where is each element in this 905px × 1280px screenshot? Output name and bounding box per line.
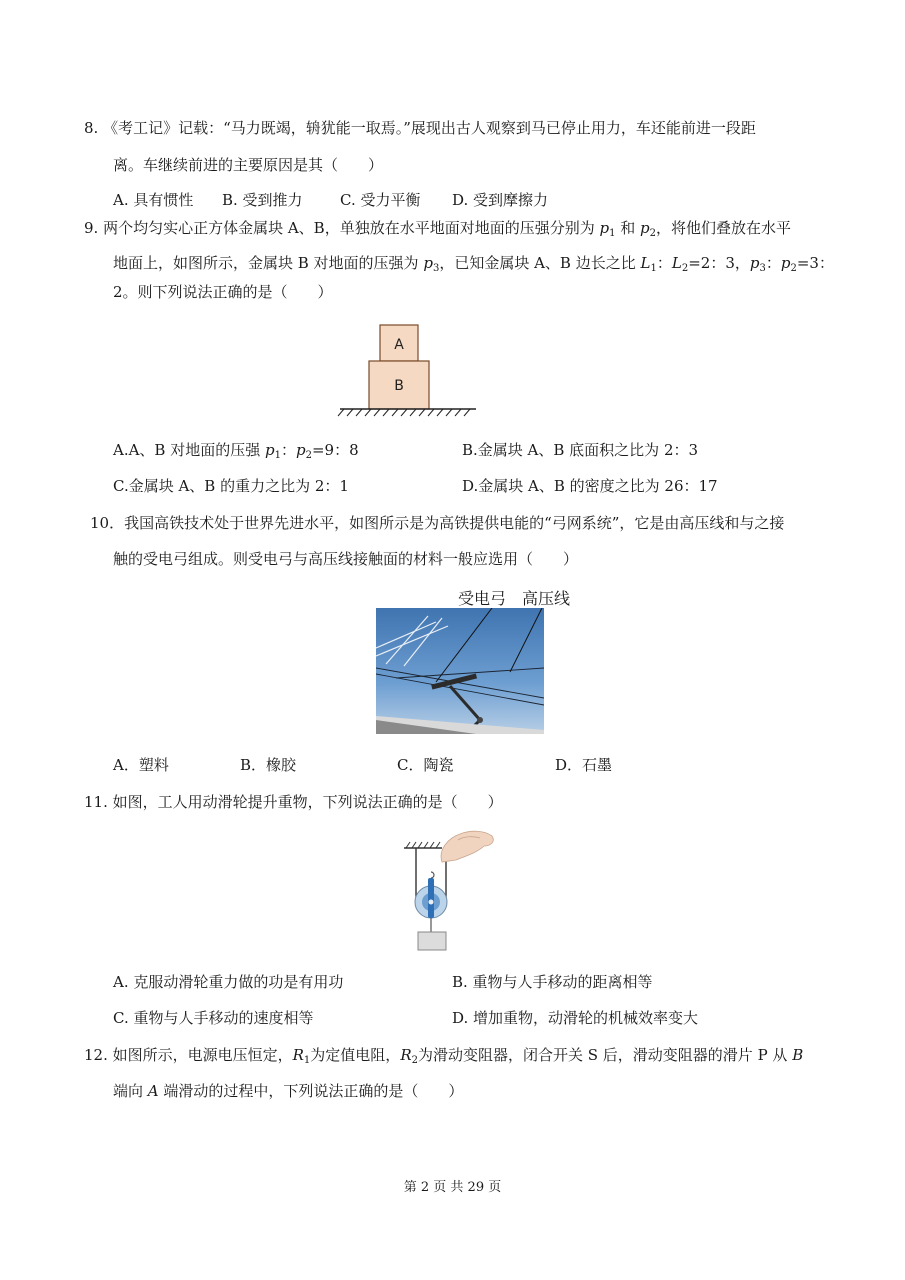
l-symbol: L: [671, 254, 682, 272]
q12-line2: [113, 1081, 463, 1101]
ceiling-hatching: [406, 842, 440, 848]
label-high-voltage-wire: 高压线: [522, 589, 571, 608]
q11-option-b: B. 重物与人手移动的距离相等: [452, 973, 653, 991]
q11-option-d: D. 增加重物，动滑轮的机械效率变大: [452, 1009, 699, 1027]
block-b-label: B: [394, 378, 404, 394]
q12-line1-text-c: 为滑动变阻器，闭合开关 S 后，滑动变阻器的滑片 P 从: [417, 1046, 793, 1064]
r-symbol: R: [292, 1046, 304, 1064]
q10-option-c: C．陶瓷: [397, 756, 454, 774]
subscript: 2: [649, 228, 656, 239]
q12-line1: [84, 1045, 803, 1065]
q12-line2-text-b: 端滑动的过程中，下列说法正确的是（ ）: [158, 1082, 464, 1100]
q9-line1-text-b: 和: [615, 219, 641, 237]
p-symbol: p: [599, 219, 610, 237]
subscript: 1: [274, 450, 281, 461]
q9-line2-text-d: =2：3，: [688, 254, 750, 272]
subscript: 2: [411, 1055, 418, 1066]
end-b-symbol: B: [792, 1046, 804, 1064]
q9-option-a-text-b: ：: [280, 441, 296, 459]
r-symbol: R: [400, 1046, 412, 1064]
q8-line2: 离。车继续前进的主要原因是其（ ）: [113, 156, 384, 174]
q11-option-a: A. 克服动滑轮重力做的功是有用功: [113, 973, 344, 991]
q10-pantograph-photo: [376, 608, 544, 734]
sky-background: [376, 608, 544, 734]
q10-option-b: B．橡胶: [240, 756, 297, 774]
q9-option-c: C.金属块 A、B 的重力之比为 2：1: [113, 477, 349, 495]
q12-line1-text-a: 12. 如图所示，电源电压恒定，: [84, 1046, 293, 1064]
q10-option-a: A．塑料: [113, 756, 169, 774]
q9-line1: [84, 218, 791, 238]
q9-option-a-text-a: A.A、B 对地面的压强: [113, 441, 265, 459]
q10-line2: 触的受电弓组成。则受电弓与高压线接触面的材料一般应选用（ ）: [113, 550, 579, 568]
q9-line2: [113, 253, 834, 273]
q9-option-a-text-c: =9：8: [311, 441, 359, 459]
q9-line1-text-a: 9. 两个均匀实心正方体金属块 A、B，单独放在水平地面对地面的压强分别为: [84, 219, 600, 237]
p-symbol: p: [265, 441, 275, 459]
q9-line2-text-b: ，已知金属块 A、B 边长之比: [439, 254, 641, 272]
subscript: 2: [681, 263, 689, 274]
q9-line2-text-e: ：: [765, 254, 781, 272]
subscript: 1: [303, 1055, 311, 1066]
subscript: 1: [609, 228, 616, 239]
q10-option-d: D．石墨: [555, 756, 613, 774]
subscript: 3: [432, 263, 440, 274]
q9-line2-text-a: 地面上，如图所示，金属块 B 对地面的压强为: [113, 254, 424, 272]
subscript: 1: [650, 263, 657, 274]
q9-line2-text-c: ：: [656, 254, 672, 272]
p-symbol: p: [780, 254, 791, 272]
q11-line1: 11. 如图，工人用动滑轮提升重物，下列说法正确的是（ ）: [84, 793, 503, 811]
block-a-label: A: [394, 337, 404, 353]
q10-line1: 10．我国高铁技术处于世界先进水平，如图所示是为高铁提供电能的“弓网系统”，它是由高压线和与之接: [90, 514, 785, 532]
q12-line2-text-a: 端向: [113, 1082, 148, 1100]
q9-line1-text-c: ，将他们叠放在水平: [656, 219, 792, 237]
q9-blocks-figure: [330, 320, 490, 425]
end-a-symbol: A: [147, 1082, 159, 1100]
page-number: 第 2 页 共 29 页: [403, 1180, 502, 1195]
subscript: 2: [790, 263, 797, 274]
q9-line3: 2。则下列说法正确的是（ ）: [113, 283, 333, 301]
weight-block: [418, 932, 446, 950]
l-symbol: L: [640, 254, 651, 272]
q9-line2-text-f: =3：: [796, 254, 834, 272]
ground-hatching: [338, 409, 470, 416]
subscript: 2: [305, 450, 312, 461]
p-symbol: p: [749, 254, 760, 272]
q8-option-d: D. 受到摩擦力: [452, 191, 549, 209]
movable-pulley: [415, 872, 447, 918]
q9-option-d: D.金属块 A、B 的密度之比为 26：17: [462, 477, 718, 495]
hand-icon: [441, 831, 493, 862]
q8-option-c: C. 受力平衡: [340, 191, 421, 209]
subscript: 3: [759, 263, 766, 274]
q11-option-c: C. 重物与人手移动的速度相等: [113, 1009, 314, 1027]
q9-option-a: [113, 440, 359, 460]
q9-option-b: B.金属块 A、B 底面积之比为 2：3: [462, 441, 699, 459]
label-pantograph: 受电弓: [458, 589, 507, 608]
p-symbol: p: [423, 254, 433, 272]
q8-option-a: A. 具有惯性: [113, 191, 194, 209]
p-symbol: p: [296, 441, 306, 459]
q11-pulley-figure: [398, 826, 504, 956]
q8-line1: 8. 《考工记》记载：“马力既竭，辀犹能一取焉。”展现出古人观察到马已停止用力，车还能前进一段距: [84, 119, 756, 137]
p-symbol: p: [640, 219, 650, 237]
q12-line1-text-b: 为定值电阻，: [310, 1046, 401, 1064]
q8-option-b: B. 受到推力: [222, 191, 303, 209]
